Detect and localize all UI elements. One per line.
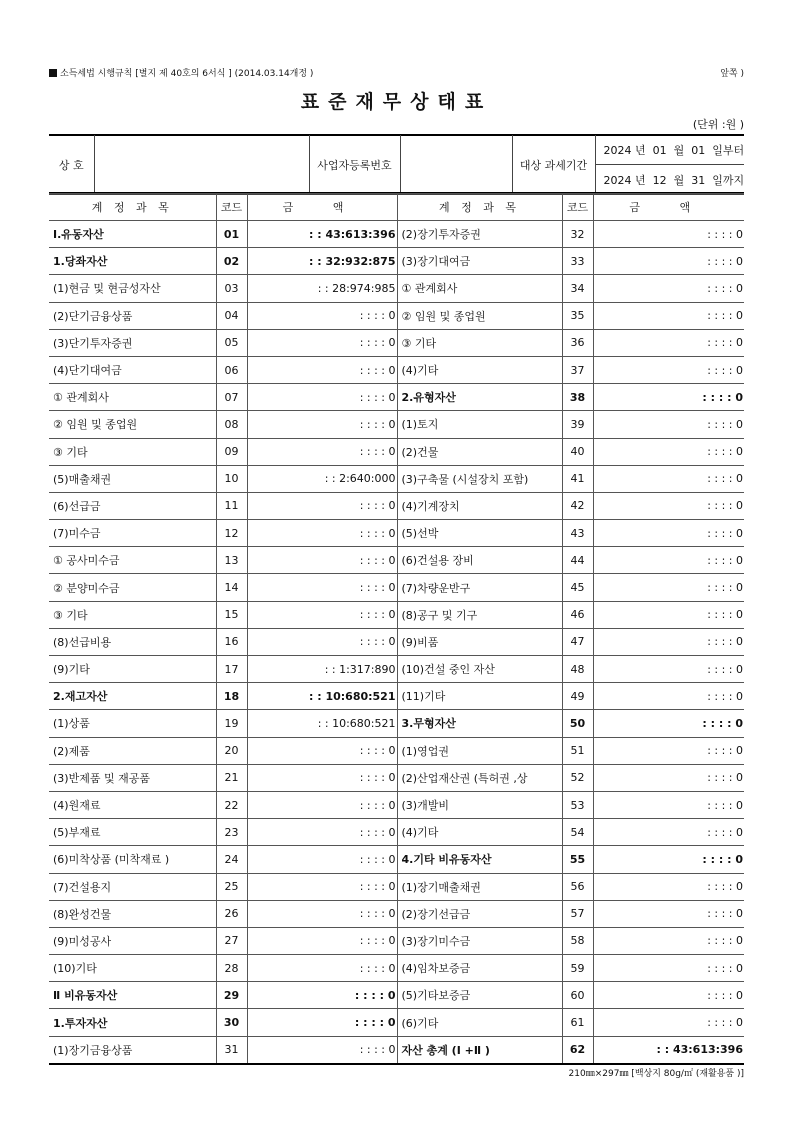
- table-row: [49, 1036, 744, 1063]
- amount-right[interactable]: : : : : 0: [593, 465, 744, 492]
- amount-left[interactable]: : : : : 0: [247, 302, 397, 329]
- amount-left[interactable]: : : : : 0: [247, 601, 397, 628]
- account-name-left: (8)선급비용: [49, 628, 216, 655]
- table-row: [49, 275, 744, 302]
- account-name-right: (4)기계장치: [397, 492, 562, 519]
- info-table: [49, 135, 744, 195]
- square-bullet-icon: [49, 69, 57, 77]
- amount-right[interactable]: : : : : 0: [593, 710, 744, 737]
- account-name-right: (4)기타: [397, 819, 562, 846]
- balance-sheet-table: [49, 193, 744, 1064]
- code-right: 40: [562, 438, 593, 465]
- amount-right[interactable]: : : : : 0: [593, 329, 744, 356]
- code-left: 02: [216, 248, 247, 275]
- account-name-left: ② 임원 및 종업원: [49, 411, 216, 438]
- code-right: 58: [562, 927, 593, 954]
- code-right: 57: [562, 900, 593, 927]
- table-row: [49, 710, 744, 737]
- table-row: [49, 302, 744, 329]
- account-name-left: (9)기타: [49, 656, 216, 683]
- account-name-right: (3)장기대여금: [397, 248, 562, 275]
- amount-left[interactable]: : : : : 0: [247, 955, 397, 982]
- amount-right[interactable]: : : : : 0: [593, 927, 744, 954]
- table-row: [49, 356, 744, 383]
- account-name-right: (1)장기매출채권: [397, 873, 562, 900]
- amount-left[interactable]: : : : : 0: [247, 791, 397, 818]
- code-left: 29: [216, 982, 247, 1009]
- amount-right[interactable]: : : : : 0: [593, 791, 744, 818]
- period-label: 대상 과세기간: [512, 135, 595, 195]
- amount-right[interactable]: : : : : 0: [593, 628, 744, 655]
- amount-right[interactable]: : : : : 0: [593, 955, 744, 982]
- period-start[interactable]: 2024 년 01 월 01 일부터: [595, 135, 744, 165]
- table-row: [49, 411, 744, 438]
- amount-left[interactable]: : : : : 0: [247, 873, 397, 900]
- code-left: 25: [216, 873, 247, 900]
- account-name-right: ① 관계회사: [397, 275, 562, 302]
- code-right: 53: [562, 791, 593, 818]
- code-right: 48: [562, 656, 593, 683]
- amount-left[interactable]: : : : : 0: [247, 846, 397, 873]
- amount-left[interactable]: : : : : 0: [247, 492, 397, 519]
- company-field[interactable]: [94, 135, 309, 195]
- amount-right[interactable]: : : : : 0: [593, 737, 744, 764]
- account-name-left: ② 분양미수금: [49, 574, 216, 601]
- amount-left[interactable]: : : : : 0: [247, 982, 397, 1009]
- code-right: 49: [562, 683, 593, 710]
- amount-left[interactable]: : : : : 0: [247, 384, 397, 411]
- code-left: 17: [216, 656, 247, 683]
- amount-left[interactable]: : : : : 0: [247, 574, 397, 601]
- amount-right[interactable]: : : : : 0: [593, 221, 744, 248]
- amount-right[interactable]: : : : : 0: [593, 356, 744, 383]
- page-side-label: 앞쪽 ): [720, 69, 744, 79]
- account-name-right: (2)장기투자증권: [397, 221, 562, 248]
- account-name-right: (3)장기미수금: [397, 927, 562, 954]
- code-left: 20: [216, 737, 247, 764]
- code-right: 46: [562, 601, 593, 628]
- account-name-left: (4)단기대여금: [49, 356, 216, 383]
- account-name-right: (8)공구 및 기구: [397, 601, 562, 628]
- header-account-right: 계 정 과 목: [397, 194, 562, 221]
- amount-left[interactable]: : : : : 0: [247, 520, 397, 547]
- header-amount-left: 금 액: [247, 194, 397, 221]
- table-row: [49, 438, 744, 465]
- form-reference: [49, 66, 313, 79]
- code-left: 04: [216, 302, 247, 329]
- amount-left[interactable]: : : 2:640:000: [247, 465, 397, 492]
- account-name-right: (1)토지: [397, 411, 562, 438]
- code-left: 05: [216, 329, 247, 356]
- account-name-left: (8)완성건물: [49, 900, 216, 927]
- code-right: 45: [562, 574, 593, 601]
- code-right: 54: [562, 819, 593, 846]
- code-left: 10: [216, 465, 247, 492]
- code-left: 15: [216, 601, 247, 628]
- amount-right[interactable]: : : : : 0: [593, 656, 744, 683]
- account-name-right: (5)선박: [397, 520, 562, 547]
- amount-right[interactable]: : : : : 0: [593, 764, 744, 791]
- account-name-left: (4)원재료: [49, 791, 216, 818]
- account-name-left: 1.당좌자산: [49, 248, 216, 275]
- table-row: [49, 248, 744, 275]
- table-row: [49, 1009, 744, 1036]
- amount-right[interactable]: : : : : 0: [593, 547, 744, 574]
- table-row: [49, 547, 744, 574]
- account-name-left: (7)건설용지: [49, 873, 216, 900]
- account-name-right: (11)기타: [397, 683, 562, 710]
- code-left: 31: [216, 1036, 247, 1063]
- code-left: 08: [216, 411, 247, 438]
- code-right: 42: [562, 492, 593, 519]
- amount-right[interactable]: : : : : 0: [593, 819, 744, 846]
- account-name-right: (3)개발비: [397, 791, 562, 818]
- amount-left[interactable]: : : : : 0: [247, 900, 397, 927]
- amount-left[interactable]: : : : : 0: [247, 737, 397, 764]
- code-left: 22: [216, 791, 247, 818]
- amount-left[interactable]: : : : : 0: [247, 628, 397, 655]
- table-row: [49, 329, 744, 356]
- account-name-right: (2)건물: [397, 438, 562, 465]
- table-row: [49, 764, 744, 791]
- code-left: 23: [216, 819, 247, 846]
- account-name-right: (7)차량운반구: [397, 574, 562, 601]
- code-right: 59: [562, 955, 593, 982]
- amount-left[interactable]: : : 1:317:890: [247, 656, 397, 683]
- amount-right[interactable]: : : : : 0: [593, 900, 744, 927]
- account-name-left: (5)매출채권: [49, 465, 216, 492]
- amount-right[interactable]: : : : : 0: [593, 601, 744, 628]
- code-right: 33: [562, 248, 593, 275]
- code-left: 01: [216, 221, 247, 248]
- account-name-left: (1)현금 및 현금성자산: [49, 275, 216, 302]
- code-left: 11: [216, 492, 247, 519]
- code-left: 16: [216, 628, 247, 655]
- code-right: 61: [562, 1009, 593, 1036]
- code-left: 13: [216, 547, 247, 574]
- code-right: 43: [562, 520, 593, 547]
- code-left: 28: [216, 955, 247, 982]
- table-row: [49, 656, 744, 683]
- code-right: 35: [562, 302, 593, 329]
- table-row: [49, 683, 744, 710]
- code-left: 07: [216, 384, 247, 411]
- amount-right[interactable]: : : : : 0: [593, 411, 744, 438]
- code-left: 19: [216, 710, 247, 737]
- header-code-right: 코드: [562, 194, 593, 221]
- code-right: 41: [562, 465, 593, 492]
- account-name-left: (5)부재료: [49, 819, 216, 846]
- form-reference-text: 소득세법 시행규칙 [별지 제 40호의 6서식 ] (2014.03.14개정 ): [60, 69, 314, 79]
- amount-right[interactable]: : : 43:613:396: [593, 1036, 744, 1063]
- table-row: [49, 465, 744, 492]
- table-row: [49, 492, 744, 519]
- amount-left[interactable]: : : : : 0: [247, 1009, 397, 1036]
- account-name-left: 2.재고자산: [49, 683, 216, 710]
- code-right: 44: [562, 547, 593, 574]
- account-name-right: (5)기타보증금: [397, 982, 562, 1009]
- bizno-label: 사업자등록번호: [309, 135, 400, 195]
- code-right: 47: [562, 628, 593, 655]
- code-right: 51: [562, 737, 593, 764]
- code-left: 06: [216, 356, 247, 383]
- amount-left[interactable]: : : 10:680:521: [247, 710, 397, 737]
- table-row: [49, 221, 744, 248]
- account-name-left: (3)반제품 및 재공품: [49, 764, 216, 791]
- account-name-right: (3)구축물 (시설장치 포함): [397, 465, 562, 492]
- code-right: 32: [562, 221, 593, 248]
- code-right: 52: [562, 764, 593, 791]
- header-amount-right: 금 액: [593, 194, 744, 221]
- code-right: 37: [562, 356, 593, 383]
- code-right: 34: [562, 275, 593, 302]
- bizno-field[interactable]: [400, 135, 512, 195]
- table-row: [49, 846, 744, 873]
- account-name-right: ② 임원 및 종업원: [397, 302, 562, 329]
- amount-left[interactable]: : : 32:932:875: [247, 248, 397, 275]
- amount-left[interactable]: : : : : 0: [247, 764, 397, 791]
- account-name-right: (6)건설용 장비: [397, 547, 562, 574]
- amount-left[interactable]: : : 28:974:985: [247, 275, 397, 302]
- account-name-left: Ⅱ 비유동자산: [49, 982, 216, 1009]
- account-name-right: (10)건설 중인 자산: [397, 656, 562, 683]
- account-name-left: (2)제품: [49, 737, 216, 764]
- page-title: 표준재무상태표: [300, 91, 493, 113]
- paper-spec: 210㎜×297㎜ [백상지 80g/㎡ (재활용품 )]: [568, 1069, 744, 1079]
- code-right: 60: [562, 982, 593, 1009]
- code-right: 38: [562, 384, 593, 411]
- table-row: [49, 955, 744, 982]
- table-row: [49, 574, 744, 601]
- account-name-left: ③ 기타: [49, 601, 216, 628]
- amount-right[interactable]: : : : : 0: [593, 982, 744, 1009]
- amount-left[interactable]: : : : : 0: [247, 411, 397, 438]
- amount-right[interactable]: : : : : 0: [593, 438, 744, 465]
- amount-right[interactable]: : : : : 0: [593, 574, 744, 601]
- account-name-right: (4)임차보증금: [397, 955, 562, 982]
- code-right: 36: [562, 329, 593, 356]
- account-name-left: (1)상품: [49, 710, 216, 737]
- amount-left[interactable]: : : : : 0: [247, 547, 397, 574]
- amount-left[interactable]: : : 10:680:521: [247, 683, 397, 710]
- table-row: [49, 520, 744, 547]
- account-name-right: (4)기타: [397, 356, 562, 383]
- amount-right[interactable]: : : : : 0: [593, 1009, 744, 1036]
- account-name-left: (3)단기투자증권: [49, 329, 216, 356]
- code-right: 56: [562, 873, 593, 900]
- account-name-left: ① 관계회사: [49, 384, 216, 411]
- table-row: [49, 900, 744, 927]
- table-row: [49, 737, 744, 764]
- account-name-right: 3.무형자산: [397, 710, 562, 737]
- code-left: 09: [216, 438, 247, 465]
- account-name-right: (2)산업재산권 (특허권 ,상: [397, 764, 562, 791]
- period-end[interactable]: 2024 년 12 월 31 일까지: [595, 165, 744, 195]
- header-code-left: 코드: [216, 194, 247, 221]
- account-name-left: (1)장기금융상품: [49, 1036, 216, 1063]
- code-left: 26: [216, 900, 247, 927]
- account-name-left: Ⅰ.유동자산: [49, 221, 216, 248]
- account-name-right: 2.유형자산: [397, 384, 562, 411]
- table-row: [49, 927, 744, 954]
- account-name-right: 자산 총계 (Ⅰ +Ⅱ ): [397, 1036, 562, 1063]
- table-row: [49, 628, 744, 655]
- amount-left[interactable]: : : : : 0: [247, 356, 397, 383]
- account-name-left: (6)미착상품 (미착재료 ): [49, 846, 216, 873]
- account-name-right: 4.기타 비유동자산: [397, 846, 562, 873]
- amount-left[interactable]: : : : : 0: [247, 438, 397, 465]
- amount-left[interactable]: : : 43:613:396: [247, 221, 397, 248]
- table-row: [49, 819, 744, 846]
- code-left: 24: [216, 846, 247, 873]
- account-name-right: (6)기타: [397, 1009, 562, 1036]
- code-left: 27: [216, 927, 247, 954]
- company-label: 상 호: [49, 135, 94, 195]
- code-left: 30: [216, 1009, 247, 1036]
- table-row: [49, 873, 744, 900]
- account-name-left: ③ 기타: [49, 438, 216, 465]
- account-name-right: (9)비품: [397, 628, 562, 655]
- amount-right[interactable]: : : : : 0: [593, 846, 744, 873]
- account-name-right: (1)영업권: [397, 737, 562, 764]
- table-row: [49, 384, 744, 411]
- account-name-left: (9)미성공사: [49, 927, 216, 954]
- table-row: [49, 601, 744, 628]
- code-right: 55: [562, 846, 593, 873]
- account-name-right: ③ 기타: [397, 329, 562, 356]
- account-name-left: (2)단기금융상품: [49, 302, 216, 329]
- account-name-left: ① 공사미수금: [49, 547, 216, 574]
- amount-left[interactable]: : : : : 0: [247, 329, 397, 356]
- account-name-left: (6)선급금: [49, 492, 216, 519]
- amount-right[interactable]: : : : : 0: [593, 873, 744, 900]
- amount-right[interactable]: : : : : 0: [593, 492, 744, 519]
- code-left: 12: [216, 520, 247, 547]
- table-header-row: [49, 194, 744, 221]
- amount-right[interactable]: : : : : 0: [593, 275, 744, 302]
- bottom-rule: [49, 1063, 744, 1065]
- amount-right[interactable]: : : : : 0: [593, 520, 744, 547]
- amount-left[interactable]: : : : : 0: [247, 819, 397, 846]
- amount-right[interactable]: : : : : 0: [593, 384, 744, 411]
- account-name-left: (7)미수금: [49, 520, 216, 547]
- code-left: 21: [216, 764, 247, 791]
- account-name-left: (10)기타: [49, 955, 216, 982]
- form-header: [49, 66, 744, 80]
- code-right: 50: [562, 710, 593, 737]
- code-right: 39: [562, 411, 593, 438]
- code-right: 62: [562, 1036, 593, 1063]
- unit-label: (단위 :원 ): [692, 118, 744, 131]
- table-row: [49, 982, 744, 1009]
- account-name-left: 1.투자자산: [49, 1009, 216, 1036]
- code-left: 03: [216, 275, 247, 302]
- amount-right[interactable]: : : : : 0: [593, 248, 744, 275]
- table-row: [49, 791, 744, 818]
- header-account-left: 계 정 과 목: [49, 194, 216, 221]
- amount-left[interactable]: : : : : 0: [247, 927, 397, 954]
- code-left: 14: [216, 574, 247, 601]
- amount-left[interactable]: : : : : 0: [247, 1036, 397, 1063]
- account-name-right: (2)장기선급금: [397, 900, 562, 927]
- amount-right[interactable]: : : : : 0: [593, 683, 744, 710]
- code-left: 18: [216, 683, 247, 710]
- amount-right[interactable]: : : : : 0: [593, 302, 744, 329]
